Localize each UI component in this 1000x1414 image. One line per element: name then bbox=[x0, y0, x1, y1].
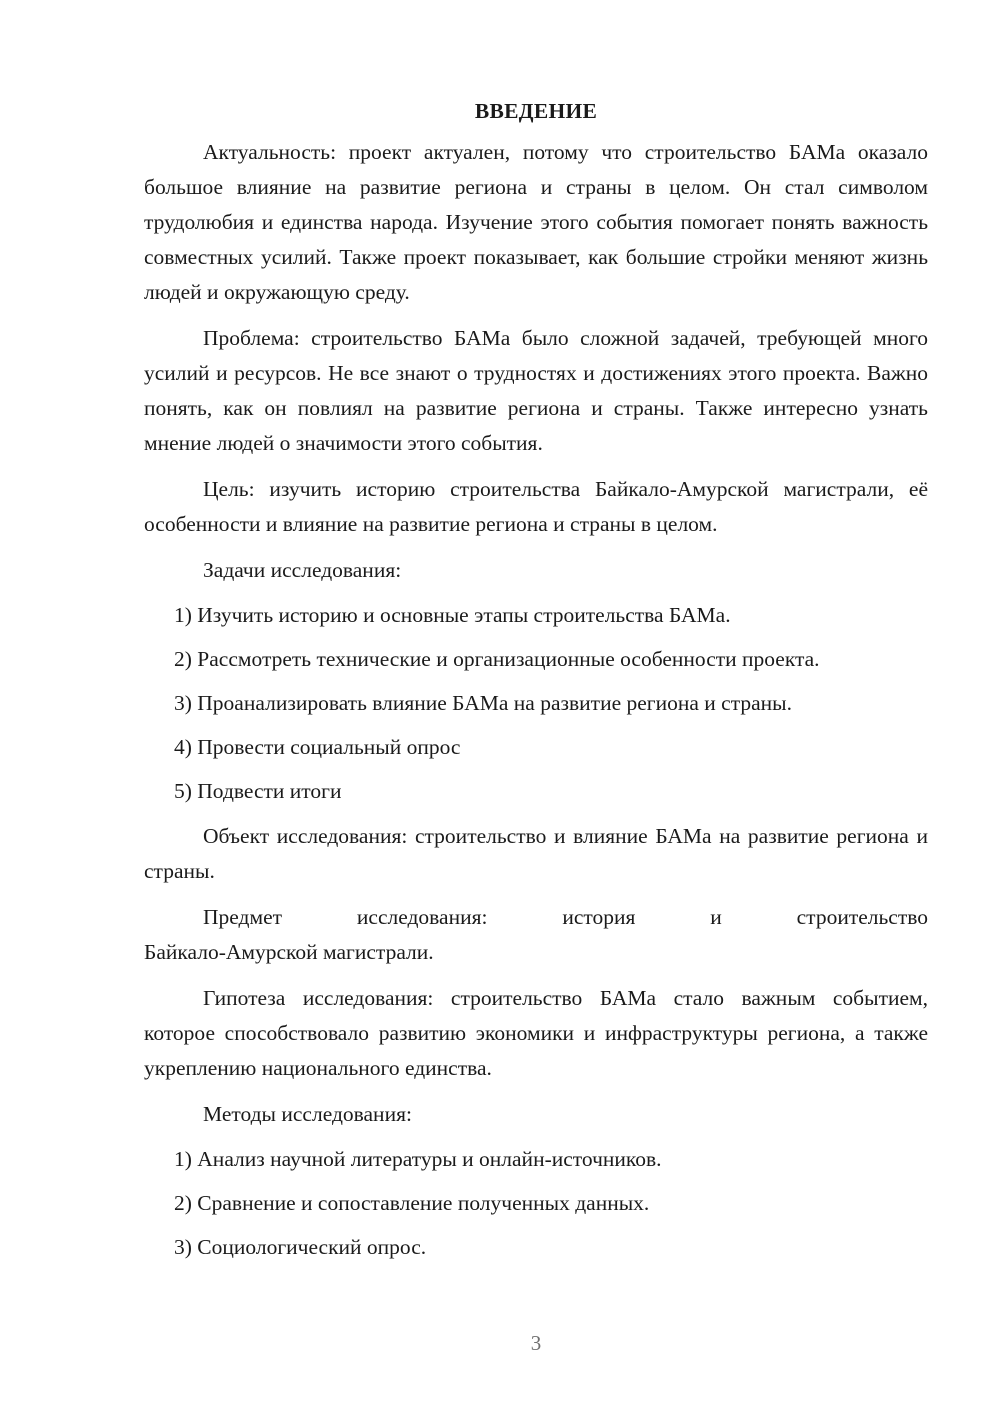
tasks-heading: Задачи исследования: bbox=[203, 558, 402, 582]
document-page bbox=[144, 96, 928, 1275]
page-number: 3 bbox=[530, 1331, 542, 1355]
list-item: 2) Сравнение и сопоставление полученных данных. bbox=[174, 1191, 650, 1215]
list-item: 1) Изучить историю и основные этапы строительства БАМа. bbox=[174, 603, 731, 627]
subject-line-1: Предмет исследования: история и строительство bbox=[203, 905, 928, 929]
tasks-list bbox=[144, 598, 928, 809]
list-item: 5) Подвести итоги bbox=[174, 779, 342, 803]
list-item: 3) Проанализировать влияние БАМа на развитие региона и страны. bbox=[174, 691, 792, 715]
methods-list bbox=[144, 1142, 928, 1265]
subject-line-2: Байкало-Амурской магистрали. bbox=[144, 940, 434, 964]
methods-heading: Методы исследования: bbox=[203, 1102, 412, 1126]
hypothesis-paragraph: Гипотеза исследования: строительство БАМа стало важным событием, которое способствовало развитию экономики и инфраструктуры региона, а также укреплению национального единства. bbox=[144, 986, 928, 1080]
object-paragraph: Объект исследования: строительство и влияние БАМа на развитие региона и страны. bbox=[144, 824, 928, 883]
relevance-paragraph: Актуальность: проект актуален, потому что строительство БАМа оказало большое влияние на развитие региона и страны в целом. Он стал символом трудолюбия и единства народа. Изучение этого события помогает понять важность совместных усилий. Также проект показывает, как большие стройки меняют жизнь людей и окружающую среду. bbox=[144, 140, 928, 304]
list-item: 4) Провести социальный опрос bbox=[174, 735, 461, 759]
goal-paragraph: Цель: изучить историю строительства Байкало-Амурской магистрали, её особенности и влияние на развитие региона и страны в целом. bbox=[144, 477, 928, 536]
problem-paragraph: Проблема: строительство БАМа было сложной задачей, требующей много усилий и ресурсов. Не все знают о трудностях и достижениях этого проекта. Важно понять, как он повлиял на развитие региона и страны. Также интересно узнать мнение людей о значимости этого события. bbox=[144, 326, 928, 455]
list-item: 2) Рассмотреть технические и организационные особенности проекта. bbox=[174, 647, 820, 671]
list-item: 3) Социологический опрос. bbox=[174, 1235, 427, 1259]
page-title: ВВЕДЕНИЕ bbox=[474, 99, 598, 123]
subject-paragraph bbox=[144, 900, 928, 970]
list-item: 1) Анализ научной литературы и онлайн-источников. bbox=[174, 1147, 662, 1171]
